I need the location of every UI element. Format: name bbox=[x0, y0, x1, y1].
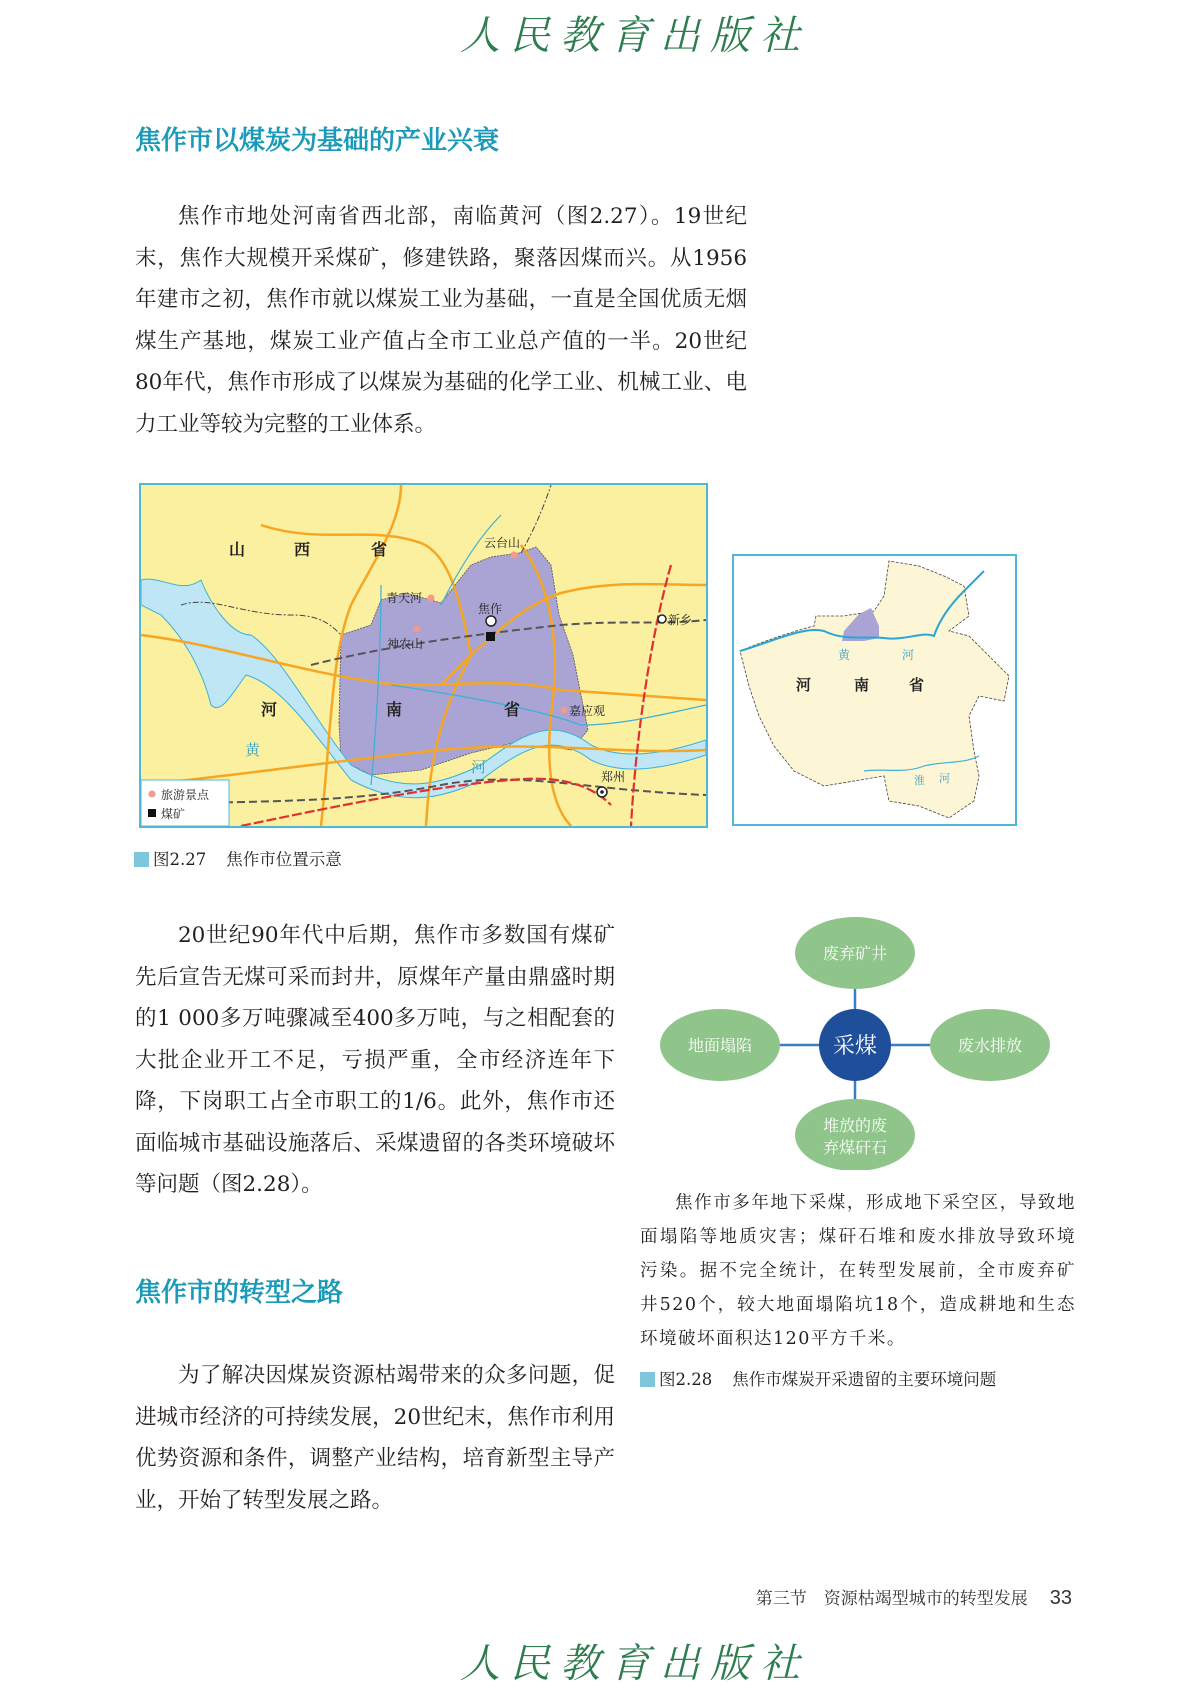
section-title-2: 焦作市的转型之路 bbox=[135, 1278, 344, 1308]
section-title-1: 焦作市以煤炭为基础的产业兴衰 bbox=[135, 126, 500, 156]
coal-mine-legend-icon bbox=[148, 809, 156, 817]
section-1-paragraph-2 bbox=[135, 915, 615, 1206]
inset-label-huaihe-1: 淮 bbox=[914, 774, 925, 787]
label-shanxi-2: 西 bbox=[294, 540, 311, 559]
scenic-dot-yuntaishan bbox=[511, 552, 518, 559]
section-1-paragraph bbox=[135, 196, 747, 445]
inset-graphic bbox=[734, 556, 1015, 824]
label-zhengzhou: 郑州 bbox=[601, 770, 626, 784]
label-shanxi-1: 山 bbox=[229, 540, 246, 559]
paragraph-text: 20世纪90年代中后期，焦作市多数国有煤矿先后宣告无煤可采而封井，原煤年产量由鼎盛时期的1 000多万吨骤减至400多万吨，与之相配套的大批企业开工不足，亏损严重，全市经济连年下降，下岗职工占全市职工的1/6。此外，焦作市还面临城市基础设施落后、采煤遗留的各类环境破坏等问题（图2.28）。 bbox=[135, 923, 615, 1197]
inset-label-henan-2: 南 bbox=[854, 676, 870, 694]
map-graphic bbox=[141, 485, 706, 826]
paragraph-text: 为了解决因煤炭资源枯竭带来的众多问题，促进城市经济的可持续发展，20世纪末，焦作市利用优势资源和条件，调整产业结构，培育新型主导产业，开始了转型发展之路。 bbox=[135, 1363, 615, 1513]
label-jiaozuo: 焦作 bbox=[478, 602, 503, 616]
inset-label-huanghe-2: 河 bbox=[902, 648, 915, 662]
figure-2-28-caption bbox=[640, 1366, 996, 1390]
henan-inset-map bbox=[732, 554, 1017, 826]
node-top-label: 废弃矿井 bbox=[822, 944, 888, 963]
caption-text: 焦作市煤炭开采遗留的主要环境问题 bbox=[732, 1370, 997, 1389]
label-huanghe-1: 黄 bbox=[245, 741, 261, 759]
coal-mining-problems-diagram bbox=[650, 905, 1070, 1170]
label-qingtianhe: 青天河 bbox=[386, 591, 423, 605]
scenic-legend-icon bbox=[149, 791, 156, 798]
caption-marker-icon bbox=[134, 852, 149, 867]
publisher-logo-bottom: 人民教育出版社 bbox=[460, 1641, 810, 1687]
node-right-label: 废水排放 bbox=[957, 1036, 1023, 1055]
caption-text: 焦作市位置示意 bbox=[226, 850, 342, 869]
section-2-paragraph bbox=[135, 1355, 615, 1521]
caption-marker-icon bbox=[640, 1372, 655, 1387]
node-center-label: 采煤 bbox=[832, 1034, 878, 1059]
label-xinxiang: 新乡 bbox=[668, 613, 693, 627]
label-jiayingguan: 嘉应观 bbox=[569, 704, 606, 718]
city-marker-xinxiang bbox=[658, 615, 666, 623]
label-shanxi-3: 省 bbox=[371, 540, 388, 559]
label-huanghe-2: 河 bbox=[471, 758, 487, 776]
note-text: 焦作市多年地下采煤，形成地下采空区，导致地面塌陷等地质灾害；煤矸石堆和废水排放导致环境污染。据不完全统计，在转型发展前，全市废弃矿井520个，较大地面塌陷坑18个，造成耕地和生态环境破坏面积达120平方千米。 bbox=[640, 1193, 1076, 1349]
coal-mine-marker bbox=[486, 632, 495, 641]
node-bottom-label-2: 弃煤矸石 bbox=[822, 1138, 888, 1157]
scenic-dot-shennongshan bbox=[414, 626, 421, 633]
figure-2-28-note bbox=[640, 1186, 1076, 1356]
caption-number: 图2.28 bbox=[659, 1370, 713, 1389]
page-footer bbox=[756, 1584, 1072, 1610]
city-marker-jiaozuo bbox=[486, 616, 496, 626]
label-henan-1: 河 bbox=[261, 700, 278, 719]
inset-label-huaihe-2: 河 bbox=[939, 772, 950, 785]
label-henan-3: 省 bbox=[504, 700, 521, 719]
jiaozuo-location-map bbox=[139, 483, 708, 828]
node-bottom-label-1: 堆放的废 bbox=[822, 1116, 888, 1135]
scenic-dot-qingtianhe bbox=[428, 595, 435, 602]
page-number: 33 bbox=[1049, 1587, 1072, 1609]
caption-number: 图2.27 bbox=[153, 850, 207, 869]
label-henan-2: 南 bbox=[386, 700, 403, 719]
footer-section: 第三节 资源枯竭型城市的转型发展 bbox=[755, 1589, 1028, 1609]
label-shennongshan: 神农山 bbox=[387, 637, 424, 651]
legend-scenic: 旅游景点 bbox=[161, 788, 210, 802]
inset-label-henan-1: 河 bbox=[796, 676, 812, 694]
node-left-label: 地面塌陷 bbox=[687, 1036, 753, 1055]
inset-label-henan-3: 省 bbox=[909, 676, 925, 694]
label-yuntaishan: 云台山 bbox=[484, 536, 521, 550]
figure-2-27-caption bbox=[134, 846, 342, 870]
map-legend bbox=[141, 780, 229, 826]
publisher-logo: 人民教育出版社 bbox=[460, 13, 810, 59]
inset-label-huanghe-1: 黄 bbox=[838, 648, 851, 662]
henan-province bbox=[740, 561, 1009, 818]
legend-coal-mine: 煤矿 bbox=[161, 807, 186, 821]
scenic-dot-jiayingguan bbox=[561, 707, 568, 714]
paragraph-text: 焦作市地处河南省西北部，南临黄河（图2.27）。19世纪末，焦作大规模开采煤矿，修建铁路，聚落因煤而兴。从1956年建市之初，焦作市就以煤炭工业为基础，一直是全国优质无烟煤生产基地，煤炭工业产值占全市工业总产值的一半。20世纪80年代，焦作市形成了以煤炭为基础的化学工业、机械工业、电力工业等较为完整的工业体系。 bbox=[135, 204, 747, 437]
